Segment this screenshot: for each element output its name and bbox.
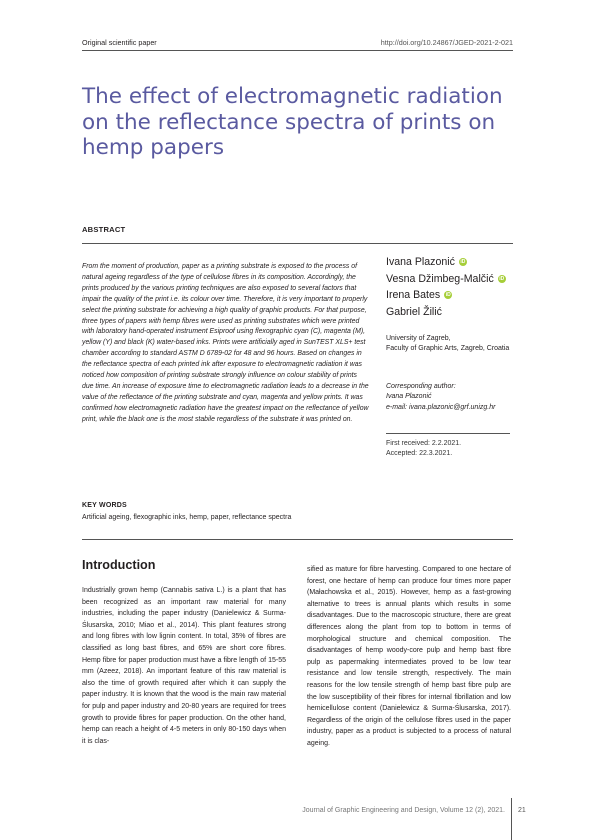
article-dates bbox=[386, 439, 461, 460]
journal-footer: Journal of Graphic Engineering and Design, Volume 12 (2), 2021. bbox=[302, 807, 505, 814]
footer-divider bbox=[511, 798, 512, 840]
author-name: Ivana Plazonić bbox=[386, 256, 455, 268]
author-item bbox=[386, 254, 506, 271]
keywords-text: Artificial ageing, flexographic inks, hemp, paper, reflectance spectra bbox=[82, 514, 292, 521]
body-column-left: Industrially grown hemp (Cannabis sativa L.) is a plant that has been recognized as an important raw material for many industries, including the paper industry (Danielewicz & Surma-Ślusarska, 2010; Miao et al., 2014). This plant features strong and long fibres with low lignin content. In total, 35% of fibres are classified as long bast fibres, and 65% are short core fibres. Hemp fibre for paper production must have a fibre length of 15-55 mm (Azeez, 2018). An important feature of this raw material is also the time of growth required after which it can supply the paper industry. It is known that the wood is the main raw material for pulp and paper industry and 20-80 years are required for trees growth to provide fibres for paper production. On the other hand, hemp can reach a height of 4-5 meters in only 80-150 days when it is clas- bbox=[82, 587, 286, 745]
affiliation bbox=[386, 334, 509, 355]
author-item bbox=[386, 287, 506, 304]
author-name: Irena Bates bbox=[386, 289, 441, 302]
body-column-right: sified as mature for fibre harvesting. Compared to one hectare of forest, one hectare of hemp can produce four times more paper (Małachowska et al., 2015). However, hemp as a fast-growing alternative to trees is annual plants which results in some disadvantages. Due to the macroscopic structure, there are great differences along the plant from top to bottom in terms of morphological structure and chemical composition. The disadvantages of hemp woody-core pulp and hemp bast fibre pulp as papermaking intermediates proved to be low tear resistance and low tensile strength, respectively. The main reasons for the low tensile strength of hemp bast fibre pulp are the low susceptibility of their fibres for internal fibrillation and low hemicellulose content (Danielewicz & Surma-Ślusarska, 2017). Regardless of the origin of the cellulose fibres used in the paper industry, paper as a product is subjected to a process of natural ageing. bbox=[307, 566, 511, 747]
introduction-heading: Introduction bbox=[82, 558, 156, 572]
abstract-heading: ABSTRACT bbox=[82, 225, 126, 234]
orcid-icon[interactable]: iD bbox=[445, 292, 451, 299]
author-item bbox=[386, 271, 506, 288]
received-date: First received: 2.2.2021. bbox=[386, 440, 462, 447]
article-title: The effect of electromagnetic radiation on the reflectance spectra of prints on hemp papers bbox=[82, 84, 503, 160]
author-list bbox=[386, 254, 506, 320]
keywords-heading: KEY WORDS bbox=[82, 502, 127, 509]
abstract-text: From the moment of production, paper as a printing substrate is exposed to the process of natural ageing regardless of the type of cellulose fibres in its composition. Accordingly, the prints produced by the various printing techniques are also exposed to several factors that impair the quality of the print i.e. its colour over time. Therefore, it is very important to properly select the printing substrate for achieving a high quality of graphic products. For that purpose, three types of papers with hemp fibres were used as printing substrates which were printed with laboratory hand-operated instrument Esiproof using flexographic cyan (C), magenta (M), yellow (Y) and black (K) water-based inks. Prints were artificially aged in SunTEST XLS+ test chamber according to standard ASTM D 6789-02 for 48 and 96 hours. Based on changes in the reflectance spectra of each printed ink after exposure to electromagnetic radiation it was noticed how composition of printing substrate strongly influence on colour stability of prints due time. An increase of exposure time to electromagnetic radiation leads to a decrease in the value of the reflectance of the printing substrate and cyan, magenta and yellow prints. It was confirmed how electromagnetic radiation have the greatest impact on the reflectance of yellow print, while the black one is the most stabile regardless of the substrate it was printed on. bbox=[82, 263, 369, 423]
affiliation-line: Faculty of Graphic Arts, Zagreb, Croatia bbox=[386, 345, 510, 353]
dates-rule bbox=[386, 433, 510, 434]
affiliation-line: University of Zagreb, bbox=[386, 335, 451, 342]
corresponding-label: Corresponding author: bbox=[386, 383, 456, 390]
accepted-date: Accepted: 22.3.2021. bbox=[386, 450, 453, 458]
corresponding-name: Ivana Plazonić bbox=[386, 393, 432, 401]
corresponding-email[interactable]: e-mail: ivana.plazonic@grf.unizg.hr bbox=[386, 403, 496, 411]
page-number: 21 bbox=[518, 807, 526, 814]
orcid-icon[interactable]: iD bbox=[460, 259, 466, 266]
abstract-rule bbox=[82, 243, 513, 244]
author-item bbox=[386, 304, 506, 321]
author-name: Gabriel Žilić bbox=[386, 305, 442, 318]
author-name: Vesna Džimbeg-Malčić bbox=[386, 272, 494, 285]
doi-link[interactable]: http://doi.org/10.24867/JGED-2021-2-021 bbox=[380, 38, 513, 47]
header-rule bbox=[82, 50, 513, 51]
article-type: Original scientific paper bbox=[82, 38, 157, 47]
corresponding-author bbox=[386, 382, 495, 413]
keywords-rule bbox=[82, 539, 513, 540]
orcid-icon[interactable]: iD bbox=[499, 275, 505, 282]
